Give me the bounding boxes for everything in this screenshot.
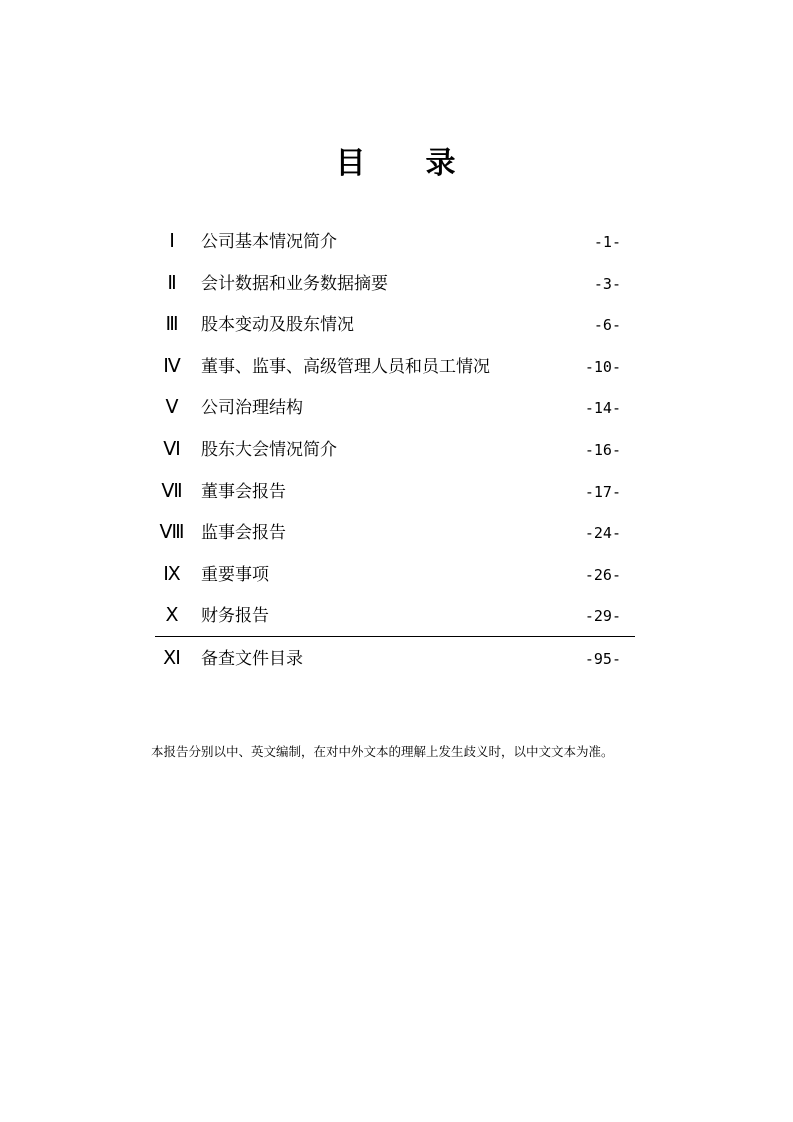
toc-number: Ⅸ xyxy=(163,564,181,585)
toc-number: Ⅹ xyxy=(165,605,179,626)
toc-entry-1[interactable] xyxy=(155,227,635,257)
toc-page-number: -29- xyxy=(584,607,621,625)
toc-entry-6[interactable] xyxy=(155,435,635,465)
toc-entry-11[interactable] xyxy=(155,644,635,674)
language-note: 本报告分别以中、英文编制，在对中外文本的理解上发生歧义时，以中文文本为准。 xyxy=(151,744,614,759)
toc-title: 公司治理结构 xyxy=(201,398,303,418)
divider-line xyxy=(155,636,635,637)
toc-page-number: -17- xyxy=(584,483,621,501)
toc-number: Ⅲ xyxy=(165,314,179,335)
toc-number: Ⅱ xyxy=(167,273,177,294)
toc-title: 备查文件目录 xyxy=(201,649,303,669)
toc-page-number: -16- xyxy=(584,441,621,459)
toc-number: Ⅵ xyxy=(163,439,181,460)
toc-page-number: -1- xyxy=(593,233,621,251)
toc-title: 股东大会情况简介 xyxy=(201,440,337,460)
toc-entry-8[interactable] xyxy=(155,518,635,548)
toc-entry-2[interactable] xyxy=(155,269,635,299)
toc-title: 监事会报告 xyxy=(201,523,286,543)
toc-number: Ⅰ xyxy=(169,231,175,252)
toc-number: Ⅷ xyxy=(159,522,185,543)
toc-entry-10[interactable] xyxy=(155,601,635,631)
toc-page-number: -3- xyxy=(593,275,621,293)
toc-page-number: -10- xyxy=(584,358,621,376)
toc-entry-4[interactable] xyxy=(155,352,635,382)
toc-title: 重要事项 xyxy=(201,565,269,585)
toc-entry-9[interactable] xyxy=(155,560,635,590)
toc-title: 公司基本情况简介 xyxy=(201,232,337,252)
toc-entry-5[interactable] xyxy=(155,393,635,423)
toc-title: 董事会报告 xyxy=(201,482,286,502)
toc-number: Ⅴ xyxy=(165,397,179,418)
toc-entry-3[interactable] xyxy=(155,310,635,340)
toc-title: 会计数据和业务数据摘要 xyxy=(201,274,388,294)
toc-title: 股本变动及股东情况 xyxy=(201,315,354,335)
toc-number: Ⅺ xyxy=(163,648,181,669)
toc-page-number: -26- xyxy=(584,566,621,584)
title-char-1: 目 xyxy=(335,146,368,181)
toc-entry-7[interactable] xyxy=(155,477,635,507)
toc-number: Ⅶ xyxy=(161,481,183,502)
toc-title: 董事、监事、高级管理人员和员工情况 xyxy=(201,357,490,377)
toc-page-number: -24- xyxy=(584,524,621,542)
page-title xyxy=(0,138,793,182)
toc-number: Ⅳ xyxy=(163,356,181,377)
toc-title: 财务报告 xyxy=(201,606,269,626)
toc-page-number: -14- xyxy=(584,399,621,417)
toc-page-number: -6- xyxy=(593,316,621,334)
title-char-2: 录 xyxy=(425,146,458,181)
toc-page-number: -95- xyxy=(584,650,621,668)
